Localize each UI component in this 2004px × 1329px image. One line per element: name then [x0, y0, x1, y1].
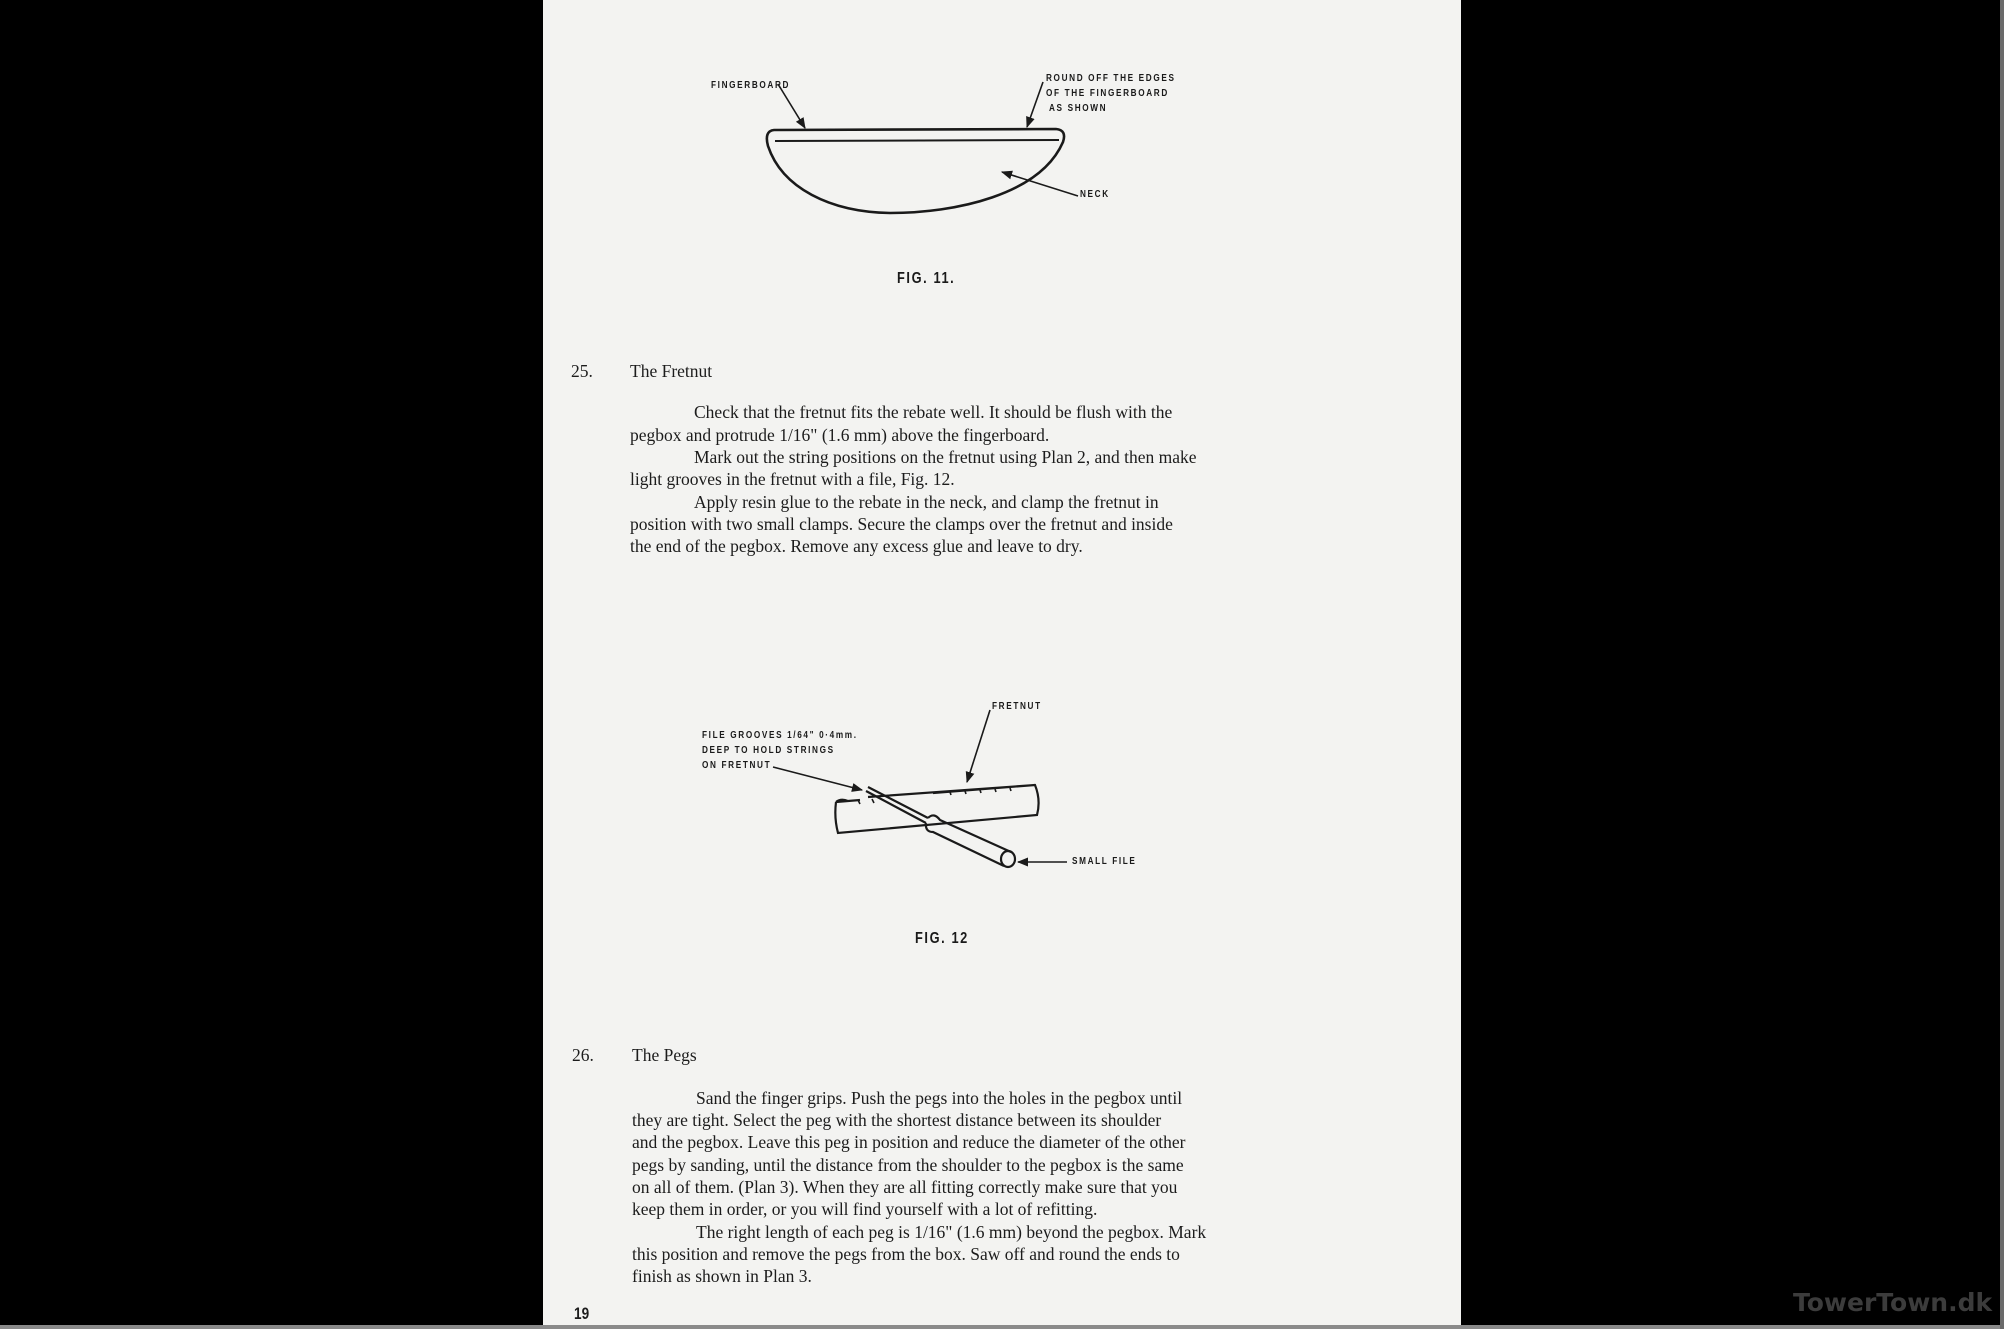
- section-26-title: The Pegs: [632, 1045, 697, 1065]
- label-round-off-line-3: AS SHOWN: [1049, 103, 1108, 114]
- section-25-line: Check that the fretnut fits the rebate well. It should be flush with the: [694, 402, 1173, 422]
- bottom-border: [0, 1325, 2004, 1329]
- section-25-line: the end of the pegbox. Remove any excess glue and leave to dry.: [630, 536, 1083, 556]
- section-26-line: The right length of each peg is 1/16" (1.6 mm) beyond the pegbox. Mark: [696, 1222, 1207, 1242]
- label-file-grooves-line-3: ON FRETNUT: [702, 760, 772, 771]
- figure-11-caption: FIG. 11.: [897, 270, 956, 287]
- section-25-number: 25.: [571, 361, 593, 381]
- section-25-line: Mark out the string positions on the fretnut using Plan 2, and then make: [694, 447, 1197, 467]
- section-26-number: 26.: [572, 1045, 594, 1065]
- label-small-file: SMALL FILE: [1072, 856, 1137, 867]
- section-26-line: finish as shown in Plan 3.: [632, 1266, 812, 1286]
- section-26-line: pegs by sanding, until the distance from the shoulder to the pegbox is the same: [632, 1155, 1184, 1175]
- section-26-line: on all of them. (Plan 3). When they are all fitting correctly make sure that you: [632, 1177, 1178, 1197]
- section-25-title: The Fretnut: [630, 361, 713, 381]
- label-file-grooves-line-2: DEEP TO HOLD STRINGS: [702, 745, 835, 756]
- section-25-line: position with two small clamps. Secure the clamps over the fretnut and inside: [630, 514, 1173, 534]
- label-round-off-line-1: ROUND OFF THE EDGES: [1046, 73, 1176, 84]
- section-26-line: this position and remove the pegs from the box. Saw off and round the ends to: [632, 1244, 1180, 1264]
- label-fretnut: FRETNUT: [992, 701, 1042, 712]
- section-25-line: light grooves in the fretnut with a file, Fig. 12.: [630, 469, 955, 489]
- section-25-line: Apply resin glue to the rebate in the neck, and clamp the fretnut in: [694, 492, 1159, 512]
- label-fingerboard: FINGERBOARD: [711, 80, 791, 91]
- right-border: [2000, 0, 2004, 1329]
- page-number: 19: [574, 1304, 590, 1323]
- label-round-off-line-2: OF THE FINGERBOARD: [1046, 88, 1169, 99]
- figure-12-caption: FIG. 12: [915, 930, 969, 947]
- watermark: TowerTown.dk: [1793, 1288, 1993, 1317]
- label-file-grooves-line-1: FILE GROOVES 1/64" 0·4mm.: [702, 730, 858, 741]
- label-neck: NECK: [1080, 189, 1110, 200]
- section-26-line: Sand the finger grips. Push the pegs into the holes in the pegbox until: [696, 1088, 1183, 1108]
- section-26-line: keep them in order, or you will find yourself with a lot of refitting.: [632, 1199, 1098, 1219]
- section-26-line: and the pegbox. Leave this peg in position and reduce the diameter of the other: [632, 1132, 1186, 1152]
- section-26-line: they are tight. Select the peg with the shortest distance between its shoulder: [632, 1110, 1162, 1130]
- section-25-line: pegbox and protrude 1/16" (1.6 mm) above the fingerboard.: [630, 425, 1050, 445]
